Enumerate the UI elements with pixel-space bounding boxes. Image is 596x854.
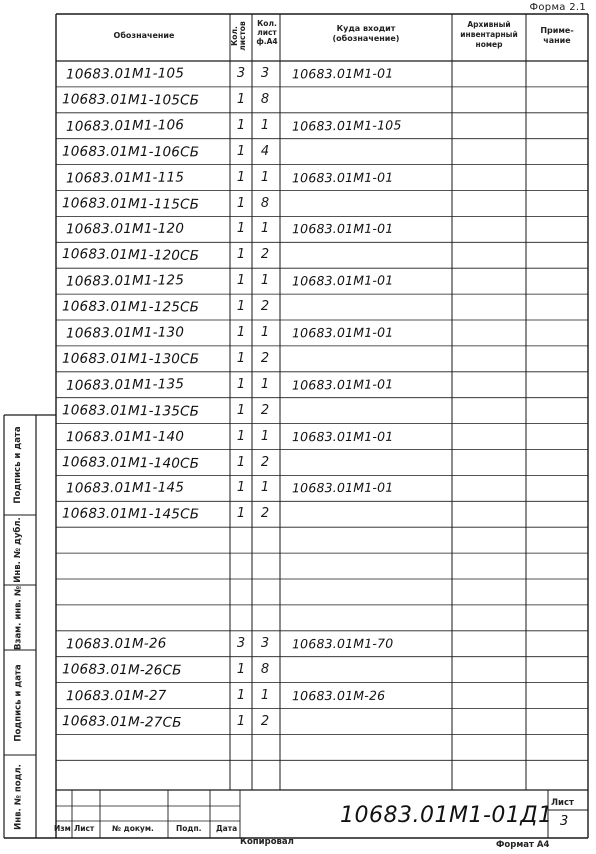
where-used-cell: 10683.01М1-01 [291,272,394,289]
sheets-a4-cell: 2 [260,299,270,315]
sheets-a4-cell: 2 [260,506,270,522]
designation-cell: 10683.01М1-140СБ [61,453,200,472]
designation-cell: 10683.01М1-106СБ [61,143,200,161]
sheets-cell: 1 [236,325,246,340]
sheets-a4-cell: 8 [260,195,270,211]
designation-cell: 10683.01М1-145СБ [61,505,200,523]
designation-cell: 10683.01М1-125СБ [61,298,200,316]
copied-label: Копировал [240,837,294,847]
designation-cell: 10683.01М-27СБ [61,712,182,731]
where-used-cell: 10683.01М1-01 [291,324,394,341]
form-label: Форма 2.1 [529,2,586,13]
designation-cell: 10683.01М-27 [65,687,167,704]
header-qty-sheets: Кол. листов [230,21,247,51]
side-label: Инв. № подл. [13,763,23,830]
format-label: Формат А4 [496,840,550,850]
sheets-cell: 1 [236,713,246,729]
designation-cell: 10683.01М1-140 [65,428,185,445]
sheets-cell: 1 [236,480,246,496]
sheets-a4-cell: 1 [260,376,270,392]
sheets-cell: 3 [236,635,246,651]
sheets-a4-cell: 4 [260,143,270,159]
header-note: Приме- чание [540,26,574,45]
designation-cell: 10683.01М1-105 [65,65,185,83]
title-block-col-label: Дата [216,824,238,833]
sheets-a4-cell: 1 [260,687,270,703]
header-qty-sheets-a4: Кол. лист ф.А4 [256,19,278,46]
sheets-cell: 1 [236,117,246,133]
title-block-col-label: Лист [74,824,95,833]
sheets-a4-cell: 1 [260,428,270,444]
where-used-cell: 10683.01М1-01 [291,376,394,393]
sheets-cell: 1 [236,402,246,418]
sheets-a4-cell: 1 [260,273,270,289]
sheets-a4-cell: 3 [260,66,270,81]
sheets-a4-cell: 2 [260,350,270,366]
sheets-a4-cell: 2 [260,247,270,263]
sheets-cell: 1 [236,143,246,159]
where-used-cell: 10683.01М1-01 [291,65,394,82]
where-used-cell: 10683.01М1-01 [291,428,394,444]
where-used-cell: 10683.01М-26 [291,687,386,703]
sheets-cell: 1 [236,376,246,392]
sheets-cell: 1 [236,506,246,522]
designation-cell: 10683.01М1-135 [65,375,185,394]
side-label: Инв. № дубл. [13,517,23,583]
side-label: Подпись и дата [13,426,23,504]
sheets-cell: 1 [236,428,246,444]
side-label: Взам. инв. № [13,585,23,650]
designation-cell: 10683.01М1-105СБ [61,91,200,109]
sheets-cell: 1 [236,195,246,211]
sheets-a4-cell: 8 [260,91,270,107]
title-block-col-label: № докум. [112,824,154,833]
sheets-cell: 1 [236,247,246,263]
designation-cell: 10683.01М1-115СБ [61,194,200,213]
designation-cell: 10683.01М1-115 [65,169,185,187]
sheets-a4-cell: 1 [260,325,270,340]
sheets-cell: 1 [236,350,246,366]
where-used-cell: 10683.01М1-01 [291,480,394,496]
side-label: Подпись и дата [13,663,23,742]
sheets-a4-cell: 1 [260,221,270,237]
sheets-a4-cell: 1 [260,117,270,133]
designation-cell: 10683.01М1-130СБ [61,350,200,368]
sheets-cell: 1 [236,454,246,470]
header-designation: Обозначение [113,31,175,40]
sheets-a4-cell: 1 [260,169,270,185]
sheets-cell: 1 [236,91,246,107]
where-used-cell: 10683.01М1-70 [291,635,394,652]
sheet-label: Лист [551,798,574,808]
sheets-cell: 1 [236,661,246,677]
where-used-cell: 10683.01М1-01 [291,169,394,185]
sheets-cell: 1 [236,273,246,289]
header-archive-number: Архивный инвентарный номер [460,20,518,49]
where-used-cell: 10683.01М1-01 [291,221,394,237]
sheets-cell: 1 [236,687,246,703]
sheets-a4-cell: 2 [260,402,270,418]
designation-cell: 10683.01М-26 [65,635,167,653]
designation-cell: 10683.01М1-125 [65,272,185,290]
sheets-a4-cell: 1 [260,480,270,496]
designation-cell: 10683.01М1-145 [65,479,185,497]
title-block-col-label: Подп. [176,824,202,833]
sheets-cell: 3 [236,66,246,81]
sheets-a4-cell: 2 [260,454,270,470]
sheets-cell: 1 [236,221,246,237]
sheets-cell: 1 [236,299,246,315]
designation-cell: 10683.01М1-106 [65,116,185,135]
sheets-a4-cell: 3 [260,635,270,651]
title-block-col-label: Изм [54,824,71,833]
where-used-cell: 10683.01М1-105 [291,117,402,134]
sheets-a4-cell: 8 [260,661,270,677]
designation-cell: 10683.01М1-120 [65,221,185,238]
designation-cell: 10683.01М1-120СБ [61,246,200,265]
document-code: 10683.01М1-01Д1 [340,803,553,828]
designation-cell: 10683.01М-26СБ [61,661,182,679]
header-where-used: Куда входит (обозначение) [332,24,400,43]
sheet-number: 3 [560,814,569,829]
designation-cell: 10683.01М1-135СБ [61,402,200,420]
designation-cell: 10683.01М1-130 [65,324,185,342]
sheets-cell: 1 [236,169,246,185]
sheets-a4-cell: 2 [260,713,270,729]
